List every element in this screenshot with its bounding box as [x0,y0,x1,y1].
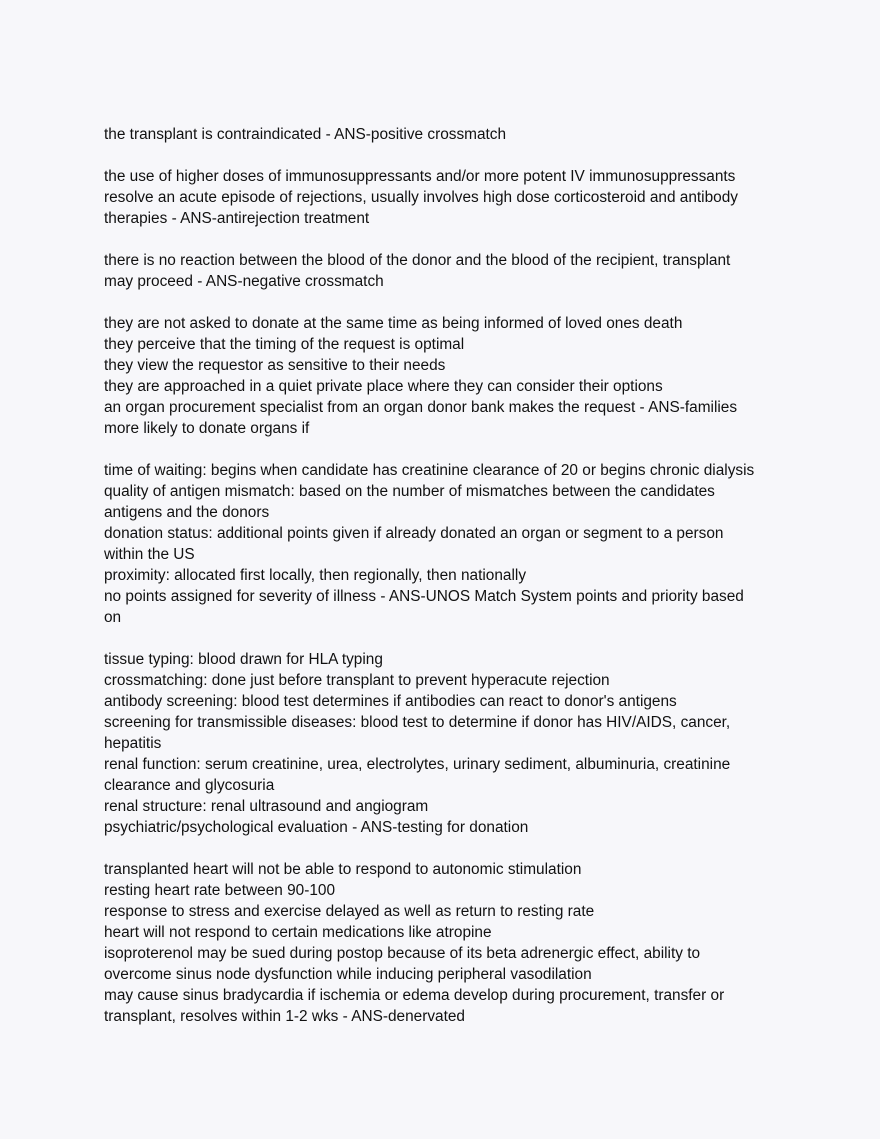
text-line: transplant, resolves within 1-2 wks - ANS-denervated [104,1008,465,1025]
text-line: time of waiting: begins when candidate has creatinine clearance of 20 or begins chronic dialysis [104,462,755,479]
text-line: tissue typing: blood drawn for HLA typing [104,651,383,668]
flashcard-paragraph [104,460,804,628]
text-line: screening for transmissible diseases: blood test to determine if donor has HIV/AIDS, cancer, [104,714,731,731]
text-line: psychiatric/psychological evaluation - ANS-testing for donation [104,819,529,836]
text-line: may proceed - ANS-negative crossmatch [104,273,384,290]
flashcard-paragraph [104,649,804,838]
text-line: proximity: allocated first locally, then regionally, then nationally [104,567,527,584]
flashcard-paragraph [104,859,804,1027]
text-line: therapies - ANS-antirejection treatment [104,210,370,227]
flashcard-paragraph [104,250,804,292]
text-line: within the US [104,546,195,563]
text-line: resolve an acute episode of rejections, usually involves high dose corticosteroid and antibody [104,189,738,206]
text-line: hepatitis [104,735,162,752]
text-line: renal function: serum creatinine, urea, electrolytes, urinary sediment, albuminuria, creatinine [104,756,731,773]
document-page [104,124,804,1048]
flashcard-paragraph [104,166,804,229]
text-line: antigens and the donors [104,504,270,521]
flashcard-paragraph [104,124,804,145]
text-line: isoproterenol may be sued during postop because of its beta adrenergic effect, ability to [104,945,701,962]
text-line: overcome sinus node dysfunction while inducing peripheral vasodilation [104,966,592,983]
text-line: resting heart rate between 90-100 [104,882,336,899]
text-line: they view the requestor as sensitive to their needs [104,357,446,374]
text-line: donation status: additional points given if already donated an organ or segment to a person [104,525,724,542]
text-line: quality of antigen mismatch: based on the number of mismatches between the candidates [104,483,715,500]
text-line: on [104,609,122,626]
text-line: response to stress and exercise delayed as well as return to resting rate [104,903,595,920]
text-line: the transplant is contraindicated - ANS-positive crossmatch [104,126,507,143]
text-line: more likely to donate organs if [104,420,310,437]
text-line: they perceive that the timing of the request is optimal [104,336,465,353]
text-line: there is no reaction between the blood of the donor and the blood of the recipient, transplant [104,252,731,269]
text-line: clearance and glycosuria [104,777,275,794]
text-line: antibody screening: blood test determines if antibodies can react to donor's antigens [104,693,677,710]
text-line: they are not asked to donate at the same time as being informed of loved ones death [104,315,683,332]
text-line: no points assigned for severity of illness - ANS-UNOS Match System points and priority based [104,588,744,605]
text-line: heart will not respond to certain medications like atropine [104,924,492,941]
text-line: they are approached in a quiet private place where they can consider their options [104,378,663,395]
text-line: an organ procurement specialist from an organ donor bank makes the request - ANS-families [104,399,738,416]
text-line: renal structure: renal ultrasound and angiogram [104,798,429,815]
flashcard-paragraph [104,313,804,439]
text-line: transplanted heart will not be able to respond to autonomic stimulation [104,861,582,878]
text-line: may cause sinus bradycardia if ischemia or edema develop during procurement, transfer or [104,987,725,1004]
text-line: the use of higher doses of immunosuppressants and/or more potent IV immunosuppressants [104,168,736,185]
text-line: crossmatching: done just before transplant to prevent hyperacute rejection [104,672,610,689]
